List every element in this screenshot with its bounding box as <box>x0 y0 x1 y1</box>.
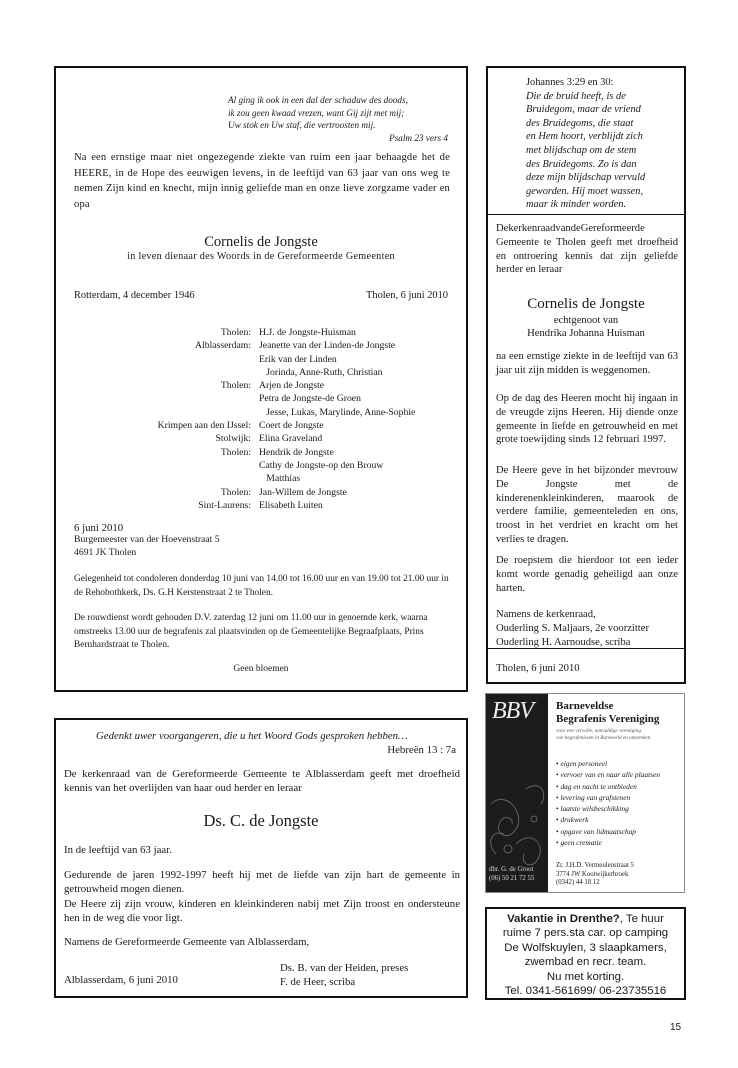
service-item: • geen crematie <box>556 837 660 848</box>
verse-line: geworden. Hij moet wassen, <box>526 185 644 197</box>
family-member: Petra de Jongste-de Groen <box>259 393 361 405</box>
notice-place-date: Alblasserdam, 6 juni 2010 <box>64 974 178 986</box>
mourning-address <box>74 522 220 559</box>
family-row <box>56 419 466 432</box>
family-row <box>56 486 466 499</box>
family-member: Arjen de Jongste <box>259 380 325 392</box>
family-row <box>56 446 466 459</box>
family-location <box>56 366 259 379</box>
signature-line: Namens de kerkenraad, <box>496 609 596 620</box>
deceased-name: Cornelis de Jongste <box>527 296 645 312</box>
ad-line: ruime 7 pers.sta car. op camping <box>502 927 669 940</box>
service-item: • eigen personeel <box>556 758 660 769</box>
family-member: Hendrik de Jongste <box>259 446 334 458</box>
family-member: Jorinda, Anne-Ruth, Christian <box>259 366 383 378</box>
poem <box>228 94 448 144</box>
address-line: Zr. J.H.D. Vermeulenstraat 5 <box>556 862 634 869</box>
verse-line: Die de bruid heeft, is de <box>526 90 626 102</box>
family-member: Jeanette van der Linden-de Jongste <box>259 340 396 352</box>
notice-paragraph: De roepstem die hierdoor tot een ieder komt worde genadig geheiligd aan onze harten. <box>496 555 678 594</box>
signature-intro: Namens de Gereformeerde Gemeente van Alblasserdam, <box>64 936 310 948</box>
family-row <box>56 406 466 419</box>
notice-intro: De kerkenraad van de Gereformeerde Gemeente te Alblasserdam geeft met droefheid kennis van het overlijden van haar oud herder en leraar <box>64 768 460 795</box>
poem-line: ik zou geen kwaad vrezen, want Gij zijt met mij; <box>228 107 405 118</box>
deceased-name: Cornelis de Jongste <box>204 234 318 250</box>
signatory: F. de Heer, scriba <box>280 975 356 988</box>
service-item: • laatste wilsbeschikking <box>556 803 660 814</box>
verse-line: Bruidegom, maar de vriend <box>526 104 641 116</box>
ad-title-line: Begrafenis Vereniging <box>556 713 660 725</box>
address-line: 3774 JW Kootwijkerbroek <box>556 870 629 878</box>
birth-place-date: Rotterdam, 4 december 1946 <box>74 290 195 301</box>
family-member: Cathy de Jongste-op den Brouw <box>259 459 384 471</box>
family-row <box>56 353 466 366</box>
ad-line: zwembad en recr. team. <box>524 956 647 969</box>
bible-quote: Gedenkt uwer voorgangeren, die u het Woord Gods gesproken hebben… <box>96 730 408 742</box>
family-member: Coert de Jongste <box>259 420 324 432</box>
poem-line: Al ging ik ook in een dal der schaduw des doods, <box>228 95 408 105</box>
service-item: • dag en nacht te ontbieden <box>556 781 660 792</box>
no-flowers-note: Geen bloemen <box>233 664 289 674</box>
deceased-subtitle: in leven dienaar des Woords in de Gereformeerde Gemeenten <box>127 251 395 262</box>
deceased-name: Ds. C. de Jongste <box>203 811 319 830</box>
signatories <box>280 962 408 989</box>
family-member: Elina Graveland <box>259 433 323 445</box>
spouse-name: Hendrika Johanna Huisman <box>527 328 645 339</box>
bbv-logo: BBV <box>492 698 533 724</box>
ad-line: De Wolfskuylen, 3 slaapkamers, <box>504 941 667 954</box>
family-row <box>56 499 466 512</box>
holiday-rental-ad <box>485 907 686 1000</box>
page-number: 15 <box>670 1022 682 1033</box>
notice-paragraph: De Heere geve in het bijzonder mevrouw De Jongste met de kinderenenkleinkinderen, maarook de verdere familie, gemeenteleden en ons, troost in het verdriet en kracht om het verlies te dragen. <box>496 465 678 545</box>
notice-intro: Na een ernstige maar niet ongezegende ziekte van ruim een jaar behaagde het de HEERE, in de Hope des eeuwigen levens, in de leeftijd van 63 jaar van ons weg te nemen Zijn kind en knecht, mijn innig geliefde man en onze lieve zorgzame vader en opa <box>74 152 450 210</box>
family-row <box>56 326 466 339</box>
family-location: Tholen: <box>220 327 251 338</box>
notice-date: 6 juni 2010 <box>74 522 124 534</box>
family-member: Elisabeth Luiten <box>259 499 323 511</box>
service-item: • levering van grafstenen <box>556 792 660 803</box>
ad-dark-panel <box>486 694 548 892</box>
condolence-info: Gelegenheid tot condoleren donderdag 10 juni van 14.00 tot 16.00 uur en van 19.00 tot 21.00 uur in de Rehobothkerk, Ds. G.H Kerstenstraat 2 te Tholen. <box>74 574 449 598</box>
family-row <box>56 459 466 472</box>
family-location: Tholen: <box>220 446 251 458</box>
death-place-date: Tholen, 6 juni 2010 <box>366 290 448 301</box>
ad-line <box>487 912 684 926</box>
notice-paragraph: na een ernstige ziekte in de leeftijd van 63 jaar uit zijn midden is weggenomen. <box>496 351 678 376</box>
verse-line: deze mijn blijdschap vervuld <box>526 172 646 184</box>
notice-paragraph: Gedurende de jaren 1992-1997 heeft hij met de liefde van zijn hart de gemeente in getrouwheid mogen dienen. <box>64 869 460 896</box>
signature-line: Ouderling H. Aarnoudse, scriba <box>496 636 631 648</box>
poem-reference: Psalm 23 vers 4 <box>389 132 448 143</box>
family-location: Stolwijk: <box>215 433 251 445</box>
family-location: Tholen: <box>220 380 251 392</box>
poem-line: Uw stok en Uw staf, die vertroosten mij. <box>228 120 376 131</box>
family-member: H.J. de Jongste-Huisman <box>259 327 356 338</box>
tagline-line: voor een vervolle, aanvuldige vereniging <box>556 728 641 734</box>
death-notice-consistory-tholen <box>486 66 686 684</box>
family-row <box>56 392 466 405</box>
quote-reference: Hebreën 13 : 7a <box>387 744 456 756</box>
signature-block <box>496 608 678 649</box>
family-row <box>56 432 466 445</box>
verse-line: maar ik minder worden. <box>526 199 627 211</box>
family-location: Alblasserdam: <box>195 340 251 352</box>
death-notice-alblasserdam <box>54 718 468 998</box>
divider <box>488 648 684 649</box>
address-phone: (0342) 44 18 12 <box>556 879 600 886</box>
ad-title <box>556 700 659 726</box>
ad-tagline <box>556 728 681 742</box>
family-location <box>56 459 259 472</box>
family-row <box>56 366 466 379</box>
director-name: dhr. G. de Groot <box>489 866 534 873</box>
family-location <box>56 353 259 366</box>
family-location: Tholen: <box>220 486 251 498</box>
family-list <box>56 326 466 512</box>
family-member: Jan-Willem de Jongste <box>259 486 347 498</box>
family-location: Sint-Laurens: <box>198 499 251 511</box>
ad-address <box>556 862 634 888</box>
address-street: Burgemeester van der Hoevenstraat 5 <box>74 534 220 546</box>
director-info <box>489 866 534 883</box>
notice-paragraph: Op de dag des Heeren mocht hij ingaan in de vreugde zijns Heeren. Hij diende onze gemeente in liefde en getrouwheid en met grote toewijding sinds 12 februari 1997. <box>496 393 678 446</box>
service-item: • drukwerk <box>556 814 660 825</box>
family-member: Jesse, Lukas, Marylinde, Anne-Sophie <box>259 406 416 418</box>
notice-place-date: Tholen, 6 juni 2010 <box>496 663 580 674</box>
funeral-association-ad <box>485 693 685 893</box>
tagline-line: van begrafenissen in Barneveld en omstreken <box>556 735 651 741</box>
ad-text: , Te huur <box>619 913 664 925</box>
verse-line: en Hem hoort, verblijdt zich <box>526 131 643 143</box>
family-row <box>56 339 466 352</box>
ad-headline: Vakantie in Drenthe? <box>507 913 620 925</box>
verse-reference: Johannes 3:29 en 30: <box>526 77 614 88</box>
notice-intro: DekerkenraadvandeGereformeerde Gemeente te Tholen geeft met droefheid en ontroering kennis dat zijn geliefde herder en leraar <box>496 223 678 276</box>
verse-line: des Bruidegoms. Zo is dan <box>526 158 637 170</box>
director-phone: (06) 50 21 72 55 <box>489 874 535 882</box>
divider <box>488 214 684 215</box>
spouse-prefix: echtgenoot van <box>553 315 619 326</box>
ad-phone: Tel. 0341-561699/ 06-23735516 <box>504 985 667 998</box>
signatory: Ds. B. van der Heiden, preses <box>280 962 409 974</box>
family-location <box>56 392 259 405</box>
verse-line: met blijdschap om de stem <box>526 144 637 156</box>
notice-paragraph: De Heere zij zijn vrouw, kinderen en kleinkinderen nabij met Zijn troost en ondersteune hen in de weg die voor ligt. <box>64 898 460 925</box>
services-list <box>548 758 660 848</box>
deceased-age: In de leeftijd van 63 jaar. <box>64 844 172 856</box>
bible-verse <box>526 76 681 212</box>
family-location: Krimpen aan den IJssel: <box>157 420 251 432</box>
service-item: • opgave van lidmaatschap <box>556 826 660 837</box>
family-location <box>56 472 259 485</box>
funeral-service-info: De rouwdienst wordt gehouden D.V. zaterdag 12 juni om 11.00 uur in genoemde kerk, waarna omstreeks 13.00 uur de begrafenis zal plaatsvinden op de Gemeentelijke Begraafplaats, Prins Bernhardstraat te Tholen. <box>74 613 428 651</box>
family-location <box>56 406 259 419</box>
family-member: Matthías <box>259 473 301 485</box>
service-item: • vervoer van en naar alle plaatsen <box>556 769 660 780</box>
ad-line: Nu met korting. <box>546 970 625 983</box>
death-notice-family <box>54 66 468 692</box>
family-member: Erik van der Linden <box>259 353 337 365</box>
signature-line: Ouderling S. Maljaars, 2e voorzitter <box>496 622 649 634</box>
address-city: 4691 JK Tholen <box>74 546 137 558</box>
family-row <box>56 472 466 485</box>
verse-line: des Bruidegoms, die staat <box>526 117 634 129</box>
family-row <box>56 379 466 392</box>
ad-title-line: Barneveldse <box>556 700 614 712</box>
